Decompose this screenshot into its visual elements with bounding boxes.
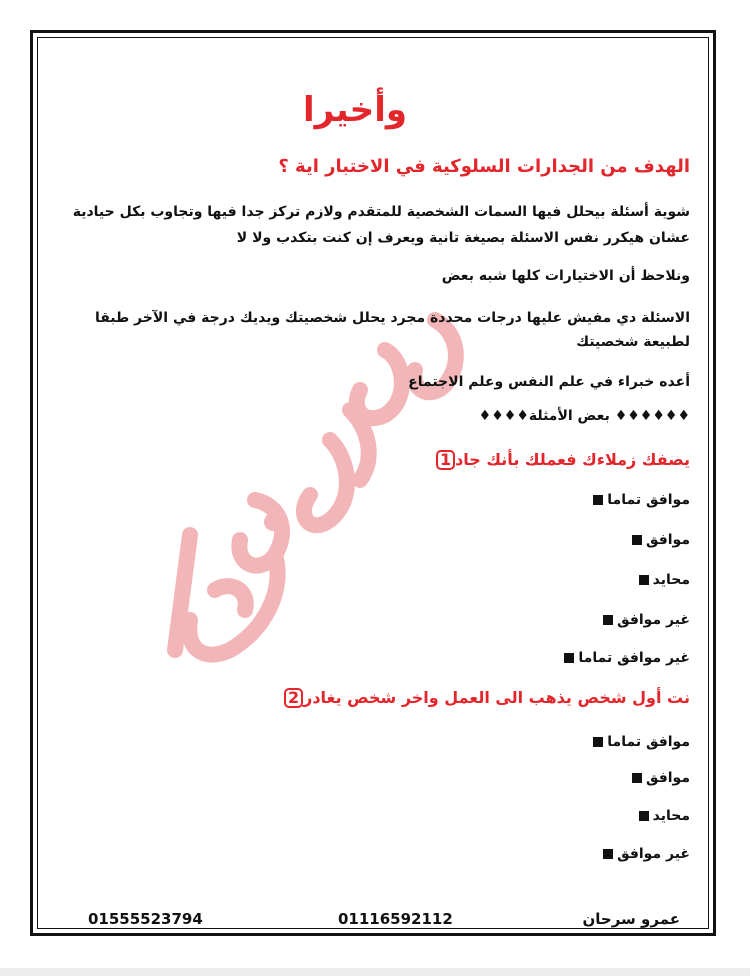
option-label: محايد xyxy=(652,572,690,588)
bullet-square-icon xyxy=(632,535,642,545)
footer-phone-2: 01555523794 xyxy=(88,910,203,928)
option-label: موافق xyxy=(645,770,690,786)
option-label: محايد xyxy=(652,808,690,824)
question-1 xyxy=(60,450,690,470)
option-label: غير موافق تماما xyxy=(578,650,690,666)
option-1-3 xyxy=(60,572,690,588)
option-2-1 xyxy=(60,734,690,750)
option-1-5 xyxy=(60,650,690,666)
bullet-square-icon xyxy=(603,615,613,625)
paragraph-1-line-1: شوية أسئلة بيحلل فيها السمات الشخصية للمتقدم ولازم تركز جدا فيها وتجاوب بكل حيادية xyxy=(72,204,690,220)
option-2-3 xyxy=(60,808,690,824)
bullet-square-icon xyxy=(603,849,613,859)
page-title: وأخيرا xyxy=(303,90,407,130)
question-2 xyxy=(60,688,690,708)
option-label: غير موافق xyxy=(617,612,690,628)
bullet-square-icon xyxy=(639,575,649,585)
bullet-square-icon xyxy=(632,773,642,783)
footer-phone-1: 01116592112 xyxy=(338,910,453,928)
option-1-4 xyxy=(60,612,690,628)
footer-author: عمرو سرحان xyxy=(582,910,680,928)
bullet-square-icon xyxy=(564,653,574,663)
paragraph-3-line-2: لطبيعة شخصيتك xyxy=(576,334,690,350)
paragraph-3-line-1: الاسئلة دي مفيش عليها درجات محددة مجرد يحلل شخصيتك ويديك درجة في الآخر طبقا xyxy=(94,310,690,326)
paragraph-1-line-2: عشان هيكرر نفس الاسئلة بصيغة تانية ويعرف إن كنت بتكدب ولا لا xyxy=(236,230,690,246)
option-2-2 xyxy=(60,770,690,786)
option-label: موافق xyxy=(645,532,690,548)
option-1-2 xyxy=(60,532,690,548)
paragraph-4: أعده خبراء في علم النفس وعلم الاجتماع xyxy=(408,374,690,390)
option-label: غير موافق xyxy=(617,846,690,862)
bottom-strip xyxy=(0,968,750,976)
bullet-square-icon xyxy=(593,495,603,505)
section-heading: الهدف من الجدارات السلوكية في الاختبار اية ؟ xyxy=(278,156,690,177)
option-label: موافق تماما xyxy=(607,492,690,508)
question-text: يصفك زملاءك فعملك بأنك جاد xyxy=(455,450,690,469)
bullet-square-icon xyxy=(639,811,649,821)
question-text: نت أول شخص يذهب الى العمل واخر شخص يغادر xyxy=(303,688,690,707)
option-label: موافق تماما xyxy=(607,734,690,750)
option-1-1 xyxy=(60,492,690,508)
option-2-4 xyxy=(60,846,690,862)
question-number-badge: 2 xyxy=(284,688,303,708)
paragraph-2: ونلاحظ أن الاختيارات كلها شبه بعض xyxy=(441,268,690,284)
bullet-square-icon xyxy=(593,737,603,747)
examples-heading: ♦♦♦♦♦♦ بعض الأمثلة♦♦♦♦ xyxy=(478,408,690,424)
question-number-badge: 1 xyxy=(436,450,455,470)
